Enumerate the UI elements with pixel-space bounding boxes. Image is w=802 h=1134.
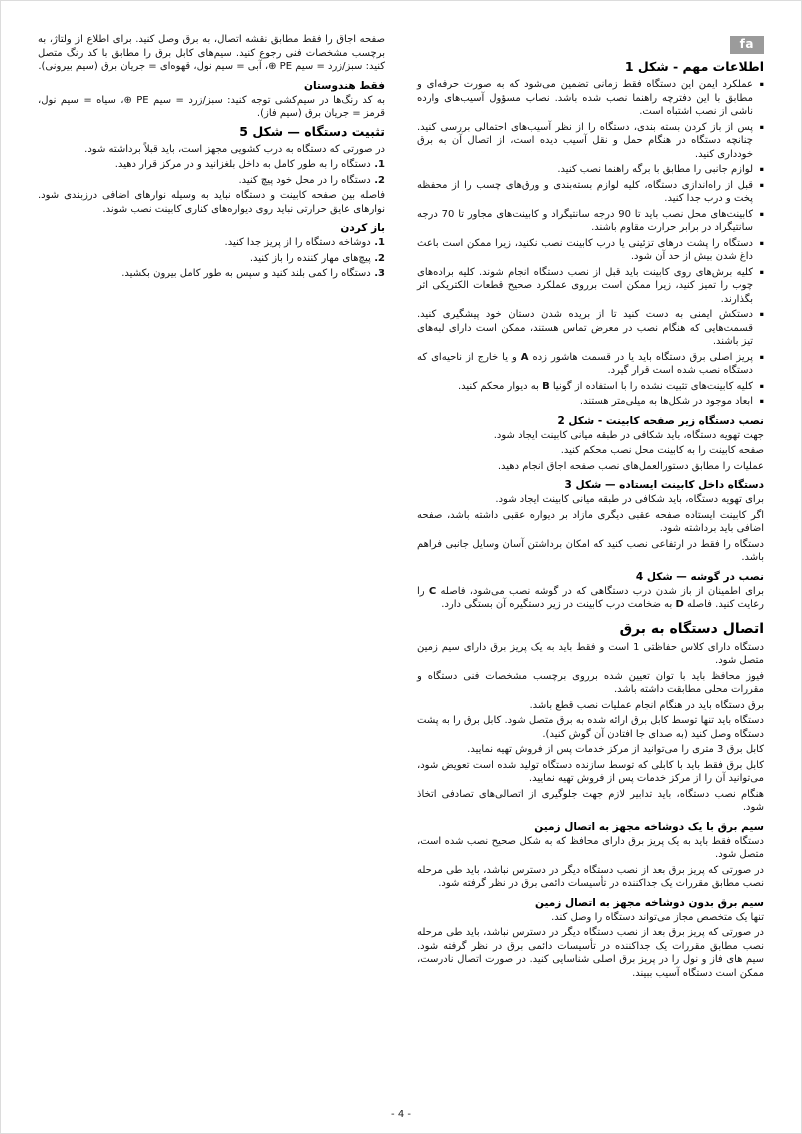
paragraph-text: کابل برق فقط باید با کابلی که توسط سازنده دستگاه تولید شده است تعویض شود، می‌توانید آن را از مرکز خدمات پس از فروش تهیه نمایید. — [417, 759, 764, 784]
paragraph-text: برای تهویه دستگاه، باید شکافی در طبقه میانی کابینت ایجاد شود. — [495, 494, 764, 505]
section-heading: فقط هندوستان — [303, 79, 385, 92]
section — [417, 479, 764, 565]
section — [417, 415, 764, 474]
paragraph — [38, 33, 385, 74]
paragraph-text: 1. دستگاه را به طور کامل به داخل بلغزانید و در مرکز قرار دهید. — [114, 159, 385, 170]
bullet-item — [417, 179, 764, 206]
paragraph — [417, 444, 764, 458]
paragraph-text: دستگاه را فقط در ارتفاعی نصب کنید که امکان برداشتن آسان وسایل جانبی فراهم باشد. — [417, 538, 764, 563]
paragraph-text: 3. دستگاه را کمی بلند کنید و سپس به طور کامل بیرون بکشید. — [121, 268, 385, 279]
paragraph-text: در صورتی که پریز برق بعد از نصب دستگاه دیگر در دسترس نباشد، باید طی مرحله نصب مطابق مقررات یک جداکننده در تأسیسات دائمی برق در نظر گرفته شود. — [417, 864, 764, 889]
badge-row — [417, 33, 764, 54]
paragraph-text: تنها یک متخصص مجاز می‌تواند دستگاه را وصل کند. — [551, 911, 764, 923]
paragraph-text: صفحه اجاق را فقط مطابق نقشه اتصال، به برق وصل کنید. برای اطلاع از ولتاژ، به برچسب مشخصات فنی رجوع کنید. سیم‌های کابل برق را مطابق با کد رنگ متصل کنید: سبز/زرد = سیم PE ⊕، آبی = سیم نول، قهوه‌ای = جریان برق (سیم بیرونی). — [38, 34, 385, 72]
square-bullet-icon: ▪ — [759, 80, 764, 88]
bullet-item — [417, 163, 764, 177]
step-item — [38, 267, 385, 281]
paragraph — [417, 429, 764, 443]
bullet-item — [417, 395, 764, 409]
step-item — [38, 236, 385, 250]
section — [417, 621, 764, 815]
bullet-item — [417, 237, 764, 264]
paragraph-text: عملیات را مطابق دستورالعمل‌های نصب صفحه اجاق انجام دهید. — [497, 460, 764, 472]
paragraph-text: کابینت‌های محل نصب باید تا 90 درجه سانتیگراد و کابینت‌های مجاور تا 70 درجه سانتیگراد در برابر حرارت مقاوم باشند. — [417, 208, 753, 233]
paragraph — [417, 911, 764, 925]
paragraph-text: دستگاه دارای کلاس حفاظتی 1 است و فقط باید به یک پریز برق دارای سیم زمین متصل شود. — [417, 641, 764, 666]
bullet-item — [417, 78, 764, 119]
bullet-item — [417, 121, 764, 162]
paragraph-text: فیوز محافظ باید با توان تعیین شده برروی برچسب مشخصات فنی دستگاه و مقررات محلی مطابقت داشته باشد. — [417, 670, 764, 695]
paragraph-text: دستگاه فقط باید به یک پریز برق دارای محافظ که به شکل صحیح نصب شده است، متصل شود. — [417, 835, 764, 860]
paragraph-text: کلیه برش‌های روی کابینت باید قبل از نصب دستگاه انجام شوند. کلیه براده‌های چوب را تمیز کنید، زیرا ممکن است برروی عملکرد صحیح قطعات الکتریکی اثر بگذارند. — [417, 266, 753, 305]
square-bullet-icon: ▪ — [759, 381, 764, 390]
paragraph-text: دستگاه باید تنها توسط کابل برق ارائه شده به برق متصل شود. کابل برق را به پشت دستگاه وصل کنید (به صدای جا افتادن آن گوش کنید). — [417, 715, 764, 740]
page-number: - 4 - — [391, 1109, 411, 1120]
section-heading: سیم برق بدون دوشاخه مجهز به اتصال زمین — [535, 896, 764, 909]
paragraph — [417, 743, 764, 757]
paragraph — [417, 493, 764, 507]
section — [38, 124, 385, 217]
paragraph-text: 2. پیچ‌های مهار کننده را باز کنید. — [249, 252, 385, 264]
section-heading: باز کردن — [340, 222, 385, 234]
paragraph-text: برق دستگاه باید در هنگام انجام عملیات نصب قطع باشد. — [529, 699, 764, 711]
paragraph-text: دستکش ایمنی به دست کنید تا از بریده شدن دستان خود پیشگیری کنید. قسمت‌هایی که هنگام نصب در معرض تماس هستند، ممکن است دارای لبه‌های تیز باشند. — [417, 309, 753, 347]
step-item — [38, 174, 385, 188]
paragraph-text: دستگاه را پشت درهای تزئینی یا درب کابینت نصب نکنید، زیرا ممکن است باعث داغ شدن بیش از حد آن شود. — [417, 237, 753, 262]
paragraph — [417, 788, 764, 815]
paragraph — [38, 94, 385, 121]
square-bullet-icon: ▪ — [759, 180, 764, 189]
section — [417, 897, 764, 981]
paragraph — [417, 714, 764, 741]
section — [417, 571, 764, 612]
paragraph-text: جهت تهویه دستگاه، باید شکافی در طبقه میانی کابینت ایجاد شود. — [493, 429, 764, 441]
paragraph-text: پس از باز کردن بسته بندی، دستگاه را از نظر آسیب‌های احتمالی بررسی کنید. چنانچه دستگاه در هنگام حمل و نقل آسیب دیده است، از اتصال آن به برق خودداری کنید. — [417, 121, 753, 160]
paragraph — [417, 641, 764, 668]
section-heading: نصب در گوشه — شکل 4 — [635, 570, 764, 583]
square-bullet-icon: ▪ — [759, 209, 764, 218]
bullet-item — [417, 351, 764, 378]
bullet-item — [417, 208, 764, 235]
paragraph-text: 1. دوشاخه دستگاه را از پریز جدا کنید. — [224, 237, 385, 248]
section — [38, 222, 385, 281]
paragraph-text: برای اطمینان از باز شدن درب دستگاهی که در گوشه نصب می‌شود، فاصله C را رعایت کنید. فاصله D به ضخامت درب کابینت در زیر دستگیره آن بستگی دارد. — [417, 585, 765, 610]
paragraph-text: پریز اصلی برق دستگاه باید یا در قسمت هاشور زده A و یا خارج از ناحیه‌ای که دستگاه نصب شده است قرار گیرد. — [417, 351, 753, 376]
paragraph-text: به کد رنگ‌ها در سیم‌کشی توجه کنید: سبز/زرد = سیم PE ⊕، سیاه = سیم نول، قرمز = جریان برق (سیم فاز). — [38, 94, 385, 119]
paragraph — [417, 759, 764, 786]
bullet-item — [417, 380, 764, 394]
paragraph — [417, 835, 764, 862]
paragraph — [417, 699, 764, 713]
paragraph-text: لوازم جانبی را مطابق با برگه راهنما نصب کنید. — [557, 164, 753, 175]
paragraph — [417, 538, 764, 565]
language-badge: fa — [730, 36, 764, 54]
section-heading: تثبیت دستگاه — شکل 5 — [239, 123, 385, 139]
square-bullet-icon: ▪ — [759, 352, 764, 361]
paragraph-text: در صورتی که دستگاه به درب کشویی مجهز است، باید قبلاً برداشته شود. — [84, 143, 385, 155]
section — [417, 821, 764, 891]
section — [38, 33, 385, 74]
paragraph — [417, 670, 764, 697]
paragraph-text: کلیه کابینت‌های تثبیت نشده را با استفاده از گونیا B به دیوار محکم کنید. — [457, 380, 753, 392]
section-heading: سیم برق با یک دوشاخه مجهز به اتصال زمین — [534, 820, 764, 833]
section — [38, 80, 385, 121]
paragraph — [38, 143, 385, 157]
section-heading: دستگاه داخل کابینت ایستاده — شکل 3 — [564, 479, 764, 491]
paragraph — [417, 864, 764, 891]
paragraph-text: در صورتی که پریز برق بعد از نصب دستگاه دیگر در دسترس نباشد، باید طی مرحله نصب مطابق مقررات یک جداکننده در تأسیسات دائمی برق در نظر گرفته شود. سیم های فاز و نول را در پریز برق اصلی شناسایی کنید. در صورت اتصال نادرست، ممکن است دستگاه آسیب ببیند. — [417, 927, 764, 979]
paragraph-text: اگر کابینت ایستاده صفحه عقبی دیگری مازاد بر دیواره عقبی داشته باشد، صفحه اضافی باید برداشته شود. — [417, 509, 764, 534]
square-bullet-icon: ▪ — [759, 310, 764, 318]
bullet-item — [417, 308, 764, 349]
square-bullet-icon: ▪ — [759, 267, 764, 276]
section — [417, 59, 764, 409]
section-heading: اتصال دستگاه به برق — [619, 620, 764, 637]
bullet-item — [417, 266, 764, 307]
paragraph — [417, 460, 764, 474]
paragraph-text: ابعاد موجود در شکل‌ها به میلی‌متر هستند. — [579, 396, 753, 407]
paragraph — [417, 926, 764, 980]
page-columns — [38, 33, 764, 982]
paragraph — [38, 189, 385, 216]
paragraph-text: هنگام نصب دستگاه، باید تدابیر لازم جهت جلوگیری از اتصالی‌های تصادفی اتخاذ شود. — [417, 788, 764, 813]
square-bullet-icon: ▪ — [759, 122, 764, 131]
paragraph-text: کابل برق 3 متری را می‌توانید از مرکز خدمات پس از فروش تهیه نمایید. — [467, 744, 764, 755]
step-item — [38, 158, 385, 172]
square-bullet-icon: ▪ — [759, 238, 764, 247]
square-bullet-icon: ▪ — [759, 165, 764, 173]
paragraph-text: قبل از راه‌اندازی دستگاه، کلیه لوازم بسته‌بندی و ورق‌های چسب را از محفظه پخت و درب جدا کنید. — [417, 179, 753, 204]
paragraph-text: 2. دستگاه را در محل خود پیچ کنید. — [238, 174, 385, 186]
square-bullet-icon: ▪ — [759, 397, 764, 405]
section-heading: اطلاعات مهم - شکل 1 — [624, 59, 764, 74]
section-heading: نصب دستگاه زیر صفحه کابینت - شکل 2 — [557, 414, 764, 427]
paragraph-text: عملکرد ایمن این دستگاه فقط زمانی تضمین می‌شود که به صورت حرفه‌ای و مطابق با این دفترچه راهنما نصب شده باشد. نصاب مسؤول آسیب‌های وارده ناشی از نصب اشتباه است. — [417, 79, 753, 117]
paragraph-text: فاصله بین صفحه کابینت و دستگاه نباید به وسیله نوارهای اضافی درزبندی شود. نوارهای عایق حرارتی نباید روی دیواره‌های کناری کابینت نصب شوند. — [38, 190, 385, 215]
column-secondary — [38, 33, 385, 283]
step-item — [38, 252, 385, 266]
column-primary — [417, 33, 764, 982]
paragraph — [417, 585, 764, 612]
paragraph-text: صفحه کابینت را به کابینت محل نصب محکم کنید. — [560, 445, 764, 456]
paragraph — [417, 509, 764, 536]
